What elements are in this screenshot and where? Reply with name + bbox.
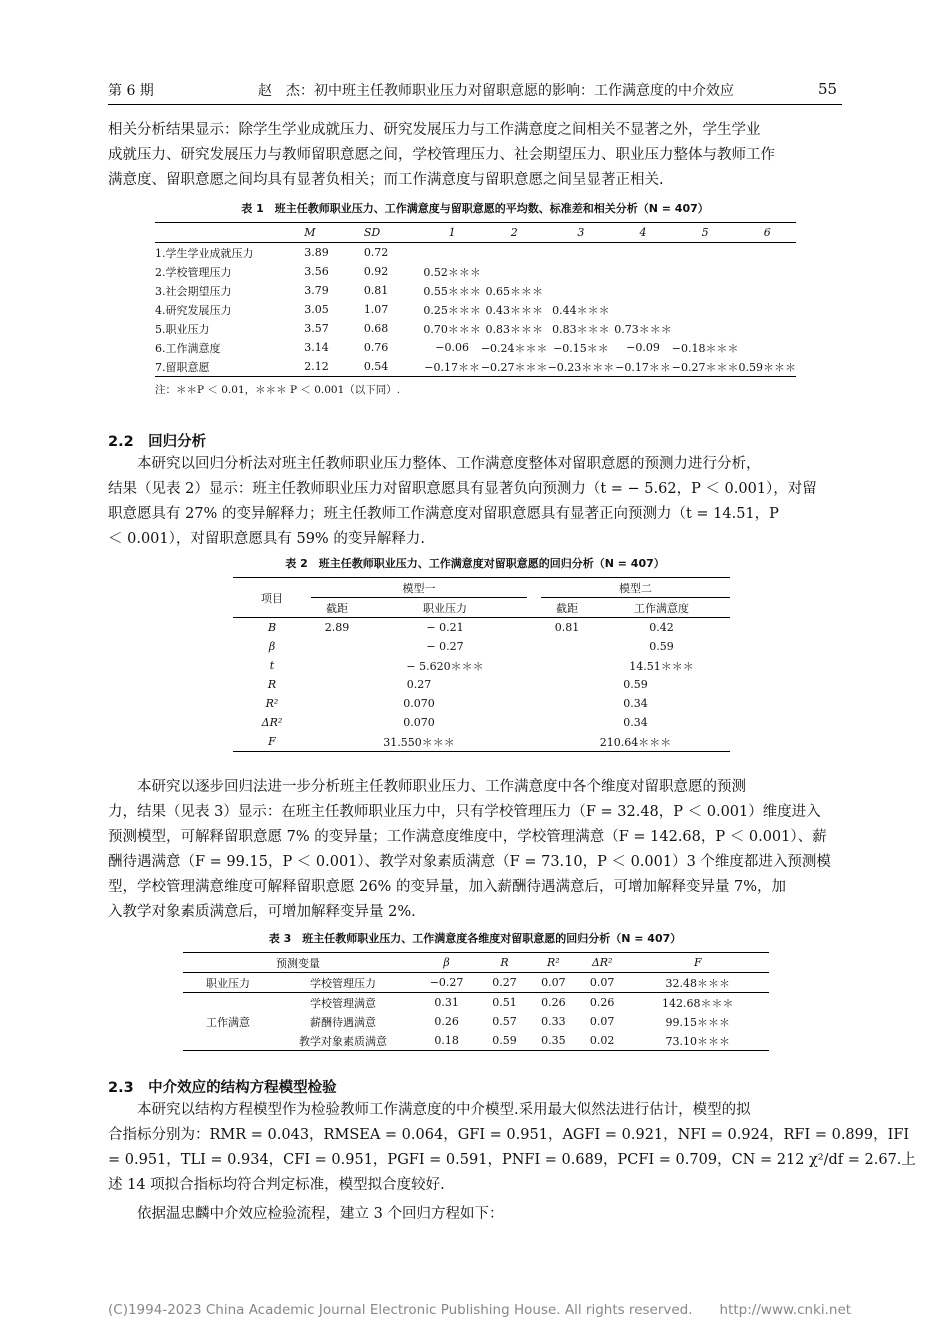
text-line: 结果（见表 2）显示：班主任教师职业压力对留职意愿具有显著负向预测力（t = − 5.62，P ＜ 0.001），对留 <box>108 481 817 497</box>
table-cell <box>672 300 739 319</box>
table-cell: 0.73＊＊＊ <box>614 322 672 336</box>
row-label: t <box>269 659 275 672</box>
section-2-3-paragraph <box>108 1098 916 1227</box>
table-cell: −0.23＊＊＊ <box>547 360 615 374</box>
table-row <box>233 694 730 713</box>
table-row <box>155 338 796 357</box>
table-cell: 0.51 <box>492 996 517 1009</box>
table-cell: 3.56 <box>304 265 329 278</box>
item-header: 项目 <box>233 578 311 618</box>
table-cell: −0.24＊＊＊ <box>480 341 548 355</box>
table-cell <box>541 656 593 675</box>
section-heading-2-3: 2.3 中介效应的结构方程模型检验 <box>108 1080 337 1096</box>
table-cell: 2.89 <box>324 621 350 634</box>
table-cell: 3.79 <box>304 284 329 297</box>
table-cell: 0.57 <box>492 1015 517 1028</box>
table-cell: 0.26 <box>541 996 566 1009</box>
table-cell: 0.92 <box>363 265 389 278</box>
col-header: β <box>413 953 480 973</box>
predictor-variable: 学校管理满意 <box>310 996 376 1010</box>
table-cell <box>481 262 548 281</box>
table-row <box>155 243 796 263</box>
table-cell: −0.06 <box>435 341 469 354</box>
row-label: R <box>267 678 277 691</box>
text-line: 满意度、留职意愿之间均具有显著负相关；而工作满意度与留职意愿之间呈显著正相关. <box>108 172 664 188</box>
table-cell <box>739 262 797 281</box>
table-cell <box>614 281 672 300</box>
section-2-2-paragraph <box>108 452 842 552</box>
table-cell: 7.留职意愿 <box>155 360 210 374</box>
table1 <box>155 222 796 377</box>
spacer <box>527 637 541 656</box>
col-header: 1 <box>423 223 481 243</box>
table1-caption: 表 1 班主任教师职业压力、工作满意度与留职意愿的平均数、标准差和相关分析（N = 407） <box>241 202 709 215</box>
text-line: 本研究以结构方程模型作为检验教师工作满意度的中介模型.采用最大似然法进行估计，模型的拟 <box>108 1102 751 1118</box>
text-line: 合指标分别为：RMR = 0.043，RMSEA = 0.064，GFI = 0.951，AGFI = 0.921，NFI = 0.924，RFI = 0.899，IFI <box>108 1127 910 1143</box>
section-heading-2-2: 2.2 回归分析 <box>108 434 207 450</box>
col-header: R² <box>529 953 578 973</box>
spacer <box>527 732 541 752</box>
table-cell: 32.48＊＊＊ <box>627 973 769 993</box>
table-cell: 142.68＊＊＊ <box>662 996 734 1010</box>
table-cell <box>739 243 797 263</box>
table-row <box>233 732 730 752</box>
table-row <box>155 357 796 377</box>
model1-header: 模型一 <box>311 578 527 598</box>
copyright-footer: (C)1994-2023 China Academic Journal Electronic Publishing House. All rights reserved. http://www.cnki.net <box>108 1302 852 1318</box>
table-cell: 73.10＊＊＊ <box>665 1034 731 1048</box>
table-cell <box>739 281 797 300</box>
table-cell: 0.76 <box>363 341 389 354</box>
table-cell: 0.81 <box>363 284 389 297</box>
table-cell <box>481 243 548 263</box>
text-line: 本研究以逐步回归法进一步分析班主任教师职业压力、工作满意度中各个维度对留职意愿的预测 <box>108 779 746 795</box>
table-cell: 0.55＊＊＊ <box>423 284 481 298</box>
col-header: 预测变量 <box>183 953 413 973</box>
text-line: 依据温忠麟中介效应检验流程，建立 3 个回归方程如下： <box>108 1206 504 1222</box>
table-cell: 0.02 <box>589 1034 615 1047</box>
group-label: 职业压力 <box>183 973 273 993</box>
table-cell: 99.15＊＊＊ <box>665 1015 731 1029</box>
table-cell: 0.07 <box>529 973 578 993</box>
table-cell: −0.18＊＊＊ <box>671 341 739 355</box>
predictor-variable: 薪酬待遇满意 <box>310 1015 376 1029</box>
table-cell: 0.34 <box>623 716 648 729</box>
table-cell: 3.89 <box>304 246 329 259</box>
table-row <box>233 675 730 694</box>
text-line: 酬待遇满意（F = 99.15，P ＜ 0.001）、教学对象素质满意（F = 73.10，P ＜ 0.001）3 个维度都进入预测模 <box>108 854 831 870</box>
table-cell: 0.26 <box>434 1015 459 1028</box>
row-label: β <box>268 640 276 653</box>
table-cell: 0.07 <box>578 973 627 993</box>
table-row <box>233 656 730 675</box>
col-header: 5 <box>672 223 739 243</box>
text-line: 相关分析结果显示：除学生学业成就压力、研究发展压力与工作满意度之间相关不显著之外，学生学业 <box>108 122 761 138</box>
table-cell <box>739 300 797 319</box>
spacer <box>527 598 541 618</box>
running-title: 赵 杰：初中班主任教师职业压力对留职意愿的影响：工作满意度的中介效应 <box>258 83 734 99</box>
table-cell <box>739 319 797 338</box>
table-row <box>155 262 796 281</box>
col-header: ΔR² <box>578 953 627 973</box>
table-cell: 0.44＊＊＊ <box>552 303 610 317</box>
table-cell: 0.65＊＊＊ <box>485 284 543 298</box>
table-cell: 0.59 <box>649 640 674 653</box>
col-header: 2 <box>481 223 548 243</box>
table-cell: −0.17＊＊ <box>615 360 671 374</box>
table-cell <box>739 338 797 357</box>
header-rule <box>108 104 842 105</box>
spacer <box>527 618 541 638</box>
text-line: 职意愿具有 27% 的变异解释力；班主任教师工作满意度对留职意愿具有显著正向预测力（t = 14.51，P <box>108 506 779 522</box>
table-cell <box>548 243 615 263</box>
table-cell: −0.27＊＊＊ <box>671 360 739 374</box>
table-cell: − 0.27 <box>426 640 464 653</box>
table-cell: −0.27＊＊＊ <box>480 360 548 374</box>
table-cell: 14.51＊＊＊ <box>629 659 694 673</box>
table3 <box>183 952 769 1051</box>
table-cell: −0.27 <box>413 973 480 993</box>
table-row <box>183 973 769 993</box>
table-cell: 0.54 <box>363 360 389 373</box>
table-cell: −0.15＊＊ <box>553 341 609 355</box>
table-cell: 0.59＊＊＊ <box>738 360 796 374</box>
row-label: R² <box>265 697 279 710</box>
stepwise-paragraph <box>108 775 842 925</box>
text-line: 述 14 项拟合指标均符合判定标准，模型拟合度较好. <box>108 1177 445 1193</box>
table-cell <box>672 262 739 281</box>
spacer <box>527 578 541 598</box>
table-cell: 1.学生学业成就压力 <box>155 246 254 260</box>
journal-issue: 第 6 期 <box>108 83 154 99</box>
text-line: = 0.951，TLI = 0.934，CFI = 0.951，PGFI = 0.591，PNFI = 0.689，PCFI = 0.709，CN = 212 χ²/df = 2.67.上 <box>108 1152 916 1168</box>
table-cell: 210.64＊＊＊ <box>599 735 672 749</box>
table2 <box>233 577 730 752</box>
table-cell: 0.59 <box>492 1034 517 1047</box>
table1-note: 注：＊＊P ＜ 0.01，＊＊＊ P ＜ 0.001（以下同）. <box>155 384 401 396</box>
table-cell: 0.43＊＊＊ <box>485 303 543 317</box>
table-cell: − 5.620＊＊＊ <box>406 659 484 673</box>
table-cell: −0.09 <box>626 341 660 354</box>
table-cell: 0.25＊＊＊ <box>423 303 481 317</box>
table-cell <box>548 262 615 281</box>
text-line: 成就压力、研究发展压力与教师留职意愿之间，学校管理压力、社会期望压力、职业压力整体与教师工作 <box>108 147 775 163</box>
table-cell: 0.35 <box>541 1034 566 1047</box>
table-row <box>183 993 769 1013</box>
table-row <box>155 319 796 338</box>
table-cell: 0.26 <box>589 996 615 1009</box>
table-cell: 0.33 <box>541 1015 566 1028</box>
table-cell: 0.83＊＊＊ <box>485 322 543 336</box>
table-cell: 0.42 <box>649 621 674 634</box>
table-cell <box>672 281 739 300</box>
table-cell <box>311 637 363 656</box>
table-cell: 0.27 <box>480 973 529 993</box>
table-cell: 0.31 <box>434 996 459 1009</box>
text-line: ＜ 0.001），对留职意愿具有 59% 的变异解释力. <box>108 531 425 547</box>
col-header <box>155 223 304 243</box>
table-cell: 0.59 <box>623 678 648 691</box>
text-line: 型，学校管理满意维度可解释留职意愿 26% 的变异量，加入薪酬待遇满意后，可增加解释变异量 7%，加 <box>108 879 787 895</box>
table-cell: 3.05 <box>304 303 329 316</box>
text-line: 入教学对象素质满意后，可增加解释变异量 2%. <box>108 904 416 920</box>
table-cell: 4.研究发展压力 <box>155 303 232 317</box>
table-cell: 0.81 <box>554 621 580 634</box>
table-cell: 5.职业压力 <box>155 322 210 336</box>
table-cell <box>548 281 615 300</box>
table-cell: 0.070 <box>403 697 435 710</box>
text-line: 力，结果（见表 3）显示：在班主任教师职业压力中，只有学校管理压力（F = 32.48，P ＜ 0.001）维度进入 <box>108 804 821 820</box>
sub-header: 职业压力 <box>363 598 527 618</box>
table2-caption: 表 2 班主任教师职业压力、工作满意度对留职意愿的回归分析（N = 407） <box>285 557 665 570</box>
table-cell <box>672 243 739 263</box>
sub-header: 截距 <box>311 598 363 618</box>
spacer <box>527 675 541 694</box>
table-cell <box>541 637 593 656</box>
table-cell: 3.社会期望压力 <box>155 284 232 298</box>
col-header: 6 <box>739 223 797 243</box>
model2-header: 模型二 <box>541 578 730 598</box>
table-row <box>233 713 730 732</box>
table-cell: 0.07 <box>589 1015 615 1028</box>
col-header: R <box>480 953 529 973</box>
spacer <box>527 694 541 713</box>
table-row <box>155 281 796 300</box>
predictor-variable: 教学对象素质满意 <box>299 1034 387 1048</box>
col-header: SD <box>364 223 424 243</box>
table-row <box>233 637 730 656</box>
table-cell <box>614 300 672 319</box>
table-cell <box>311 656 363 675</box>
table-cell: 6.工作满意度 <box>155 341 221 355</box>
sub-header: 截距 <box>541 598 593 618</box>
table-cell: 1.07 <box>363 303 389 316</box>
row-label: B <box>267 621 277 634</box>
table-cell: 0.52＊＊＊ <box>423 265 481 279</box>
table-cell: 0.72 <box>363 246 389 259</box>
table-cell: 0.18 <box>434 1034 459 1047</box>
group-label: 工作满意 <box>206 1015 250 1029</box>
table-cell: 0.70＊＊＊ <box>423 322 481 336</box>
table-cell: 0.070 <box>403 716 435 729</box>
spacer <box>527 713 541 732</box>
table-cell: 3.57 <box>304 322 329 335</box>
table-cell: 31.550＊＊＊ <box>383 735 455 749</box>
table-cell: 0.68 <box>363 322 389 335</box>
text-line: 预测模型，可解释留职意愿 7% 的变异量；工作满意度维度中，学校管理满意（F = 142.68，P ＜ 0.001）、薪 <box>108 829 827 845</box>
spacer <box>527 656 541 675</box>
table-cell: −0.17＊＊ <box>424 360 480 374</box>
text-line: 本研究以回归分析法对班主任教师职业压力整体、工作满意度整体对留职意愿的预测力进行分析， <box>108 456 761 472</box>
table-cell: 3.14 <box>304 341 329 354</box>
table-cell: 2.学校管理压力 <box>155 265 232 279</box>
table-cell <box>423 243 481 263</box>
sub-header: 工作满意度 <box>593 598 730 618</box>
page-number: 55 <box>818 80 838 98</box>
table-cell: 0.27 <box>406 678 432 691</box>
col-header: F <box>627 953 769 973</box>
table-cell: 0.83＊＊＊ <box>552 322 610 336</box>
table-cell: 0.34 <box>623 697 648 710</box>
row-label: ΔR² <box>261 716 283 729</box>
table-cell: − 0.21 <box>426 621 464 634</box>
table-cell <box>614 262 672 281</box>
table-cell <box>614 243 672 263</box>
col-header: 3 <box>548 223 615 243</box>
table-row <box>155 300 796 319</box>
intro-paragraph <box>108 118 842 193</box>
predictor-variable: 学校管理压力 <box>273 973 413 993</box>
table-cell: 2.12 <box>304 360 329 373</box>
col-header: 4 <box>614 223 672 243</box>
row-label: F <box>268 735 276 748</box>
table3-caption: 表 3 班主任教师职业压力、工作满意度各维度对留职意愿的回归分析（N = 407） <box>268 932 682 945</box>
table-row <box>233 618 730 638</box>
table-cell <box>672 319 739 338</box>
col-header: M <box>304 223 364 243</box>
